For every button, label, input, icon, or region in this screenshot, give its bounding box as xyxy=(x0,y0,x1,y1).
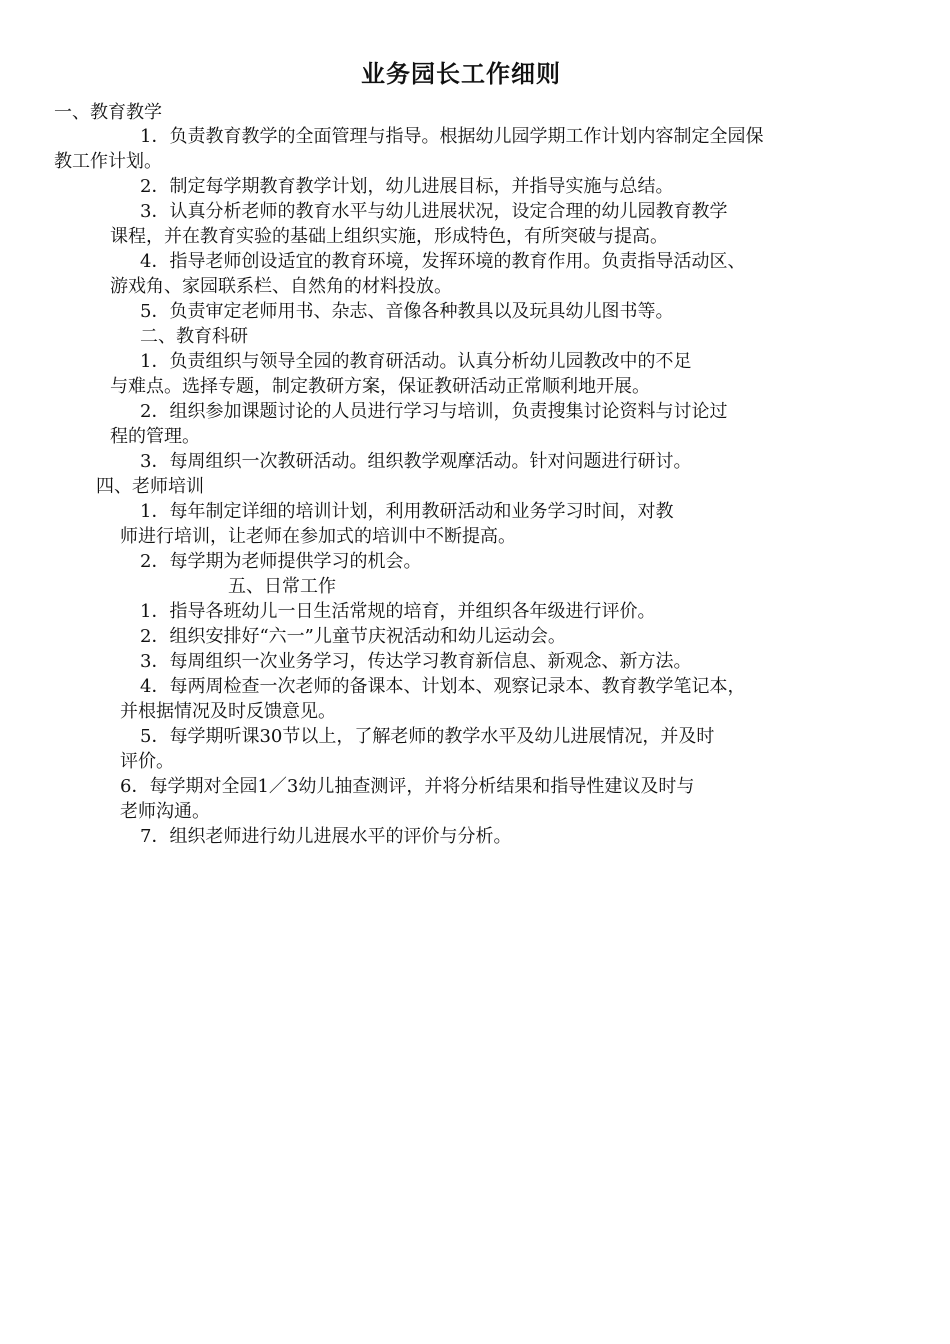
paragraph-line: 师进行培训，让老师在参加式的培训中不断提高。 xyxy=(120,526,516,547)
paragraph-line: 评价。 xyxy=(120,751,174,772)
paragraph-line: 1．指导各班幼儿一日生活常规的培育，并组织各年级进行评价。 xyxy=(140,601,656,622)
paragraph-line: 程的管理。 xyxy=(110,426,200,447)
paragraph-line: 1．负责组织与领导全园的教育研活动。认真分析幼儿园教改中的不足 xyxy=(140,351,692,372)
paragraph-line: 2．每学期为老师提供学习的机会。 xyxy=(140,551,422,572)
paragraph-line: 教工作计划。 xyxy=(54,151,162,172)
document-title: 业务园长工作细则 xyxy=(361,59,561,88)
paragraph-line: 4．指导老师创设适宜的教育环境，发挥环境的教育作用。负责指导活动区、 xyxy=(140,251,746,272)
paragraph-line: 3．每周组织一次业务学习，传达学习教育新信息、新观念、新方法。 xyxy=(140,651,692,672)
paragraph-line: 老师沟通。 xyxy=(120,801,210,822)
paragraph-line: 5．每学期听课30节以上，了解老师的教学水平及幼儿进展情况，并及时 xyxy=(140,726,715,747)
paragraph-line: 2．制定每学期教育教学计划，幼儿进展目标，并指导实施与总结。 xyxy=(140,176,674,197)
paragraph-line: 6．每学期对全园1／3幼儿抽查测评，并将分析结果和指导性建议及时与 xyxy=(120,776,695,797)
paragraph-line: 1．负责教育教学的全面管理与指导。根据幼儿园学期工作计划内容制定全园保 xyxy=(140,126,764,147)
section-heading-daily-work: 五、日常工作 xyxy=(228,576,336,597)
section-heading-training: 四、老师培训 xyxy=(96,476,204,497)
paragraph-line: 7．组织老师进行幼儿进展水平的评价与分析。 xyxy=(140,826,512,847)
section-heading-research: 二、教育科研 xyxy=(140,326,248,347)
paragraph-line: 2．组织参加课题讨论的人员进行学习与培训，负责搜集讨论资料与讨论过 xyxy=(140,401,728,422)
paragraph-line: 游戏角、家园联系栏、自然角的材料投放。 xyxy=(110,276,452,297)
paragraph-line: 3．认真分析老师的教育水平与幼儿进展状况，设定合理的幼儿园教育教学 xyxy=(140,201,728,222)
paragraph-line: 与难点。选择专题，制定教研方案，保证教研活动正常顺利地开展。 xyxy=(110,376,650,397)
paragraph-line: 4．每两周检查一次老师的备课本、计划本、观察记录本、教育教学笔记本， xyxy=(140,676,746,697)
paragraph-line: 课程，并在教育实验的基础上组织实施，形成特色，有所突破与提高。 xyxy=(110,226,668,247)
paragraph-line: 1．每年制定详细的培训计划，利用教研活动和业务学习时间，对教 xyxy=(140,501,674,522)
paragraph-line: 3．每周组织一次教研活动。组织教学观摩活动。针对问题进行研讨。 xyxy=(140,451,692,472)
paragraph-line: 2．组织安排好“六一”儿童节庆祝活动和幼儿运动会。 xyxy=(140,626,566,647)
section-heading-teaching: 一、教育教学 xyxy=(54,102,162,123)
paragraph-line: 并根据情况及时反馈意见。 xyxy=(120,701,336,722)
paragraph-line: 5．负责审定老师用书、杂志、音像各种教具以及玩具幼儿图书等。 xyxy=(140,301,674,322)
